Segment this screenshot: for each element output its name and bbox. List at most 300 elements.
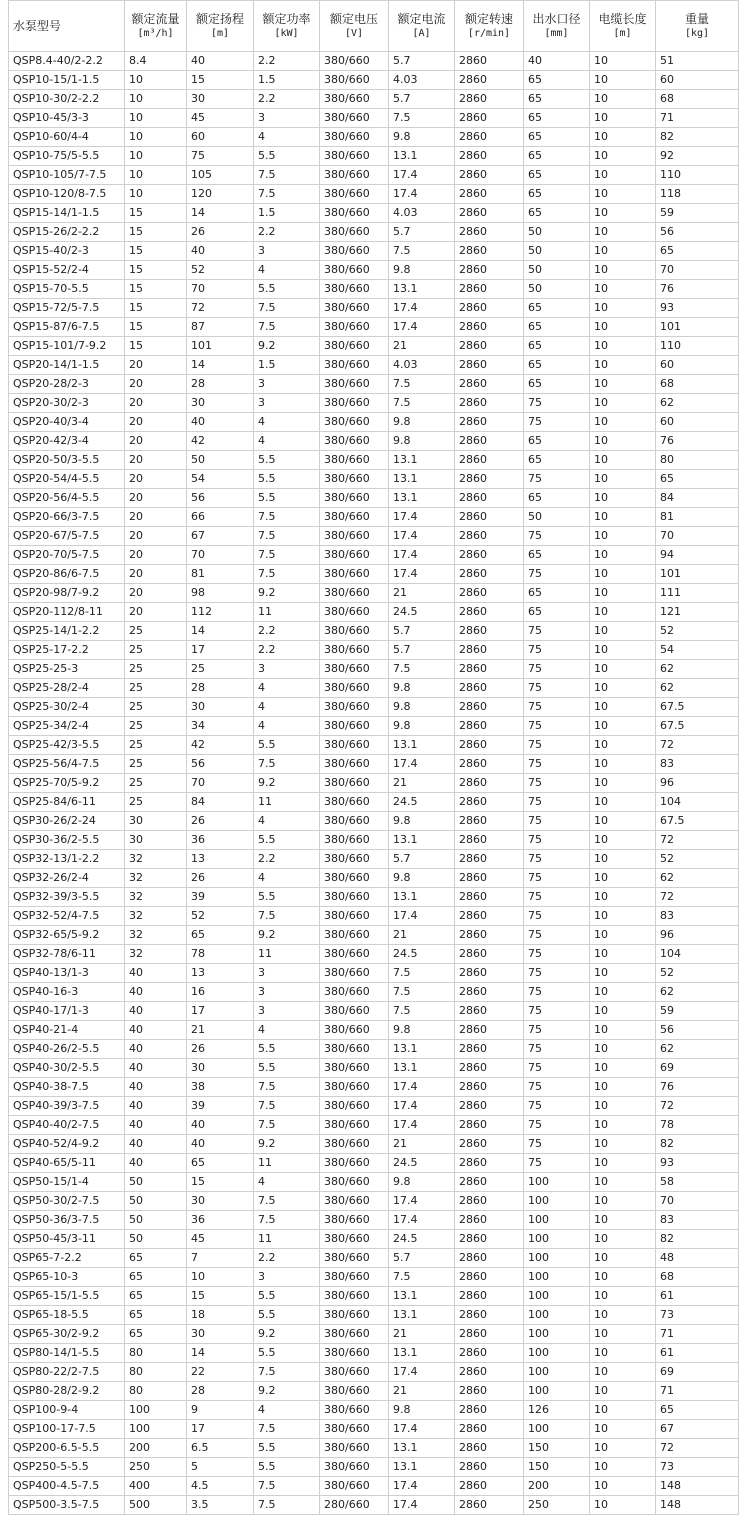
cell-outlet: 50 — [524, 280, 590, 299]
cell-power: 9.2 — [254, 774, 320, 793]
cell-cable: 10 — [590, 90, 656, 109]
cell-speed: 2860 — [455, 1154, 524, 1173]
cell-weight: 62 — [656, 394, 739, 413]
table-row — [9, 1439, 739, 1458]
cell-voltage: 380/660 — [320, 318, 389, 337]
cell-head: 78 — [187, 945, 254, 964]
cell-outlet: 65 — [524, 603, 590, 622]
cell-power: 7.5 — [254, 1116, 320, 1135]
cell-head: 26 — [187, 812, 254, 831]
cell-cable: 10 — [590, 356, 656, 375]
cell-weight: 62 — [656, 983, 739, 1002]
cell-head: 28 — [187, 1382, 254, 1401]
cell-flow: 32 — [125, 869, 187, 888]
cell-power: 4 — [254, 812, 320, 831]
cell-power: 7.5 — [254, 1078, 320, 1097]
cell-outlet: 75 — [524, 907, 590, 926]
table-row — [9, 717, 739, 736]
cell-outlet: 50 — [524, 261, 590, 280]
header-unit: [mm] — [544, 27, 569, 39]
cell-current: 17.4 — [389, 1211, 455, 1230]
cell-cable: 10 — [590, 375, 656, 394]
cell-voltage: 380/660 — [320, 1287, 389, 1306]
cell-power: 5.5 — [254, 470, 320, 489]
cell-model: QSP50-15/1-4 — [9, 1173, 125, 1192]
cell-voltage: 380/660 — [320, 1040, 389, 1059]
cell-current: 17.4 — [389, 318, 455, 337]
cell-head: 14 — [187, 1344, 254, 1363]
cell-cable: 10 — [590, 318, 656, 337]
cell-flow: 100 — [125, 1401, 187, 1420]
cell-current: 9.8 — [389, 261, 455, 280]
cell-speed: 2860 — [455, 1382, 524, 1401]
cell-outlet: 100 — [524, 1249, 590, 1268]
cell-speed: 2860 — [455, 1078, 524, 1097]
cell-flow: 30 — [125, 812, 187, 831]
cell-voltage: 380/660 — [320, 128, 389, 147]
cell-head: 15 — [187, 1173, 254, 1192]
cell-voltage: 380/660 — [320, 223, 389, 242]
cell-power: 5.5 — [254, 736, 320, 755]
cell-model: QSP10-30/2-2.2 — [9, 90, 125, 109]
cell-speed: 2860 — [455, 1287, 524, 1306]
cell-head: 72 — [187, 299, 254, 318]
header-unit: [m³/h] — [137, 27, 174, 39]
cell-voltage: 380/660 — [320, 1325, 389, 1344]
cell-power: 7.5 — [254, 1363, 320, 1382]
cell-weight: 65 — [656, 1401, 739, 1420]
cell-head: 52 — [187, 907, 254, 926]
cell-head: 112 — [187, 603, 254, 622]
cell-flow: 40 — [125, 1078, 187, 1097]
table-row — [9, 356, 739, 375]
cell-head: 16 — [187, 983, 254, 1002]
cell-outlet: 50 — [524, 242, 590, 261]
cell-current: 17.4 — [389, 907, 455, 926]
cell-model: QSP20-28/2-3 — [9, 375, 125, 394]
cell-power: 7.5 — [254, 527, 320, 546]
cell-outlet: 75 — [524, 926, 590, 945]
cell-weight: 62 — [656, 869, 739, 888]
cell-head: 54 — [187, 470, 254, 489]
cell-head: 5 — [187, 1458, 254, 1477]
cell-outlet: 65 — [524, 71, 590, 90]
header-label: 额定转速 — [464, 11, 513, 26]
cell-power: 3 — [254, 1002, 320, 1021]
table-row — [9, 489, 739, 508]
cell-current: 7.5 — [389, 964, 455, 983]
cell-current: 21 — [389, 337, 455, 356]
header-voltage — [320, 1, 389, 52]
header-speed — [455, 1, 524, 52]
cell-cable: 10 — [590, 489, 656, 508]
cell-weight: 78 — [656, 1116, 739, 1135]
cell-cable: 10 — [590, 907, 656, 926]
header-unit: [m] — [210, 27, 230, 39]
cell-speed: 2860 — [455, 109, 524, 128]
cell-flow: 10 — [125, 90, 187, 109]
cell-voltage: 380/660 — [320, 831, 389, 850]
cell-speed: 2860 — [455, 147, 524, 166]
cell-cable: 10 — [590, 1002, 656, 1021]
cell-voltage: 380/660 — [320, 166, 389, 185]
cell-head: 3.5 — [187, 1496, 254, 1515]
cell-speed: 2860 — [455, 318, 524, 337]
cell-current: 21 — [389, 926, 455, 945]
cell-flow: 25 — [125, 717, 187, 736]
cell-current: 24.5 — [389, 1154, 455, 1173]
cell-current: 17.4 — [389, 508, 455, 527]
cell-cable: 10 — [590, 1078, 656, 1097]
cell-voltage: 380/660 — [320, 1439, 389, 1458]
cell-current: 17.4 — [389, 1116, 455, 1135]
cell-cable: 10 — [590, 242, 656, 261]
cell-power: 4 — [254, 869, 320, 888]
cell-voltage: 380/660 — [320, 622, 389, 641]
cell-weight: 51 — [656, 52, 739, 71]
cell-head: 18 — [187, 1306, 254, 1325]
cell-current: 9.8 — [389, 128, 455, 147]
header-unit: [V] — [344, 27, 364, 39]
cell-voltage: 380/660 — [320, 1059, 389, 1078]
cell-current: 13.1 — [389, 888, 455, 907]
cell-current: 13.1 — [389, 147, 455, 166]
table-row — [9, 964, 739, 983]
cell-weight: 54 — [656, 641, 739, 660]
cell-weight: 110 — [656, 166, 739, 185]
cell-speed: 2860 — [455, 375, 524, 394]
cell-flow: 10 — [125, 147, 187, 166]
cell-model: QSP32-65/5-9.2 — [9, 926, 125, 945]
cell-cable: 10 — [590, 774, 656, 793]
cell-current: 9.8 — [389, 432, 455, 451]
table-row — [9, 1230, 739, 1249]
cell-weight: 110 — [656, 337, 739, 356]
cell-voltage: 380/660 — [320, 774, 389, 793]
cell-flow: 20 — [125, 546, 187, 565]
cell-voltage: 380/660 — [320, 1097, 389, 1116]
cell-current: 7.5 — [389, 1268, 455, 1287]
table-row — [9, 1268, 739, 1287]
table-row — [9, 1173, 739, 1192]
cell-weight: 82 — [656, 1230, 739, 1249]
cell-outlet: 75 — [524, 394, 590, 413]
cell-voltage: 380/660 — [320, 413, 389, 432]
cell-speed: 2860 — [455, 660, 524, 679]
cell-outlet: 75 — [524, 565, 590, 584]
cell-speed: 2860 — [455, 755, 524, 774]
cell-flow: 20 — [125, 527, 187, 546]
cell-outlet: 65 — [524, 546, 590, 565]
cell-cable: 10 — [590, 755, 656, 774]
cell-speed: 2860 — [455, 888, 524, 907]
table-row — [9, 698, 739, 717]
header-unit: [A] — [412, 27, 431, 39]
cell-outlet: 65 — [524, 204, 590, 223]
cell-model: QSP400-4.5-7.5 — [9, 1477, 125, 1496]
cell-voltage: 380/660 — [320, 1401, 389, 1420]
cell-head: 6.5 — [187, 1439, 254, 1458]
cell-flow: 65 — [125, 1287, 187, 1306]
table-row — [9, 470, 739, 489]
cell-weight: 70 — [656, 1192, 739, 1211]
table-row — [9, 1211, 739, 1230]
table-row — [9, 375, 739, 394]
cell-power: 4 — [254, 128, 320, 147]
cell-flow: 20 — [125, 603, 187, 622]
cell-voltage: 380/660 — [320, 451, 389, 470]
cell-head: 105 — [187, 166, 254, 185]
cell-weight: 61 — [656, 1344, 739, 1363]
cell-model: QSP40-16-3 — [9, 983, 125, 1002]
cell-voltage: 380/660 — [320, 1382, 389, 1401]
cell-current: 7.5 — [389, 660, 455, 679]
header-flow — [125, 1, 187, 52]
cell-flow: 20 — [125, 508, 187, 527]
cell-head: 87 — [187, 318, 254, 337]
cell-model: QSP25-70/5-9.2 — [9, 774, 125, 793]
cell-weight: 52 — [656, 850, 739, 869]
cell-model: QSP10-15/1-1.5 — [9, 71, 125, 90]
cell-weight: 59 — [656, 1002, 739, 1021]
cell-weight: 96 — [656, 926, 739, 945]
cell-flow: 20 — [125, 432, 187, 451]
cell-model: QSP50-36/3-7.5 — [9, 1211, 125, 1230]
cell-outlet: 75 — [524, 793, 590, 812]
cell-speed: 2860 — [455, 1306, 524, 1325]
cell-weight: 68 — [656, 375, 739, 394]
cell-power: 4 — [254, 432, 320, 451]
cell-flow: 10 — [125, 185, 187, 204]
cell-outlet: 150 — [524, 1439, 590, 1458]
cell-power: 3 — [254, 964, 320, 983]
cell-model: QSP25-30/2-4 — [9, 698, 125, 717]
cell-head: 45 — [187, 1230, 254, 1249]
cell-speed: 2860 — [455, 926, 524, 945]
cell-head: 30 — [187, 394, 254, 413]
cell-current: 7.5 — [389, 375, 455, 394]
cell-current: 21 — [389, 774, 455, 793]
cell-current: 17.4 — [389, 755, 455, 774]
cell-outlet: 75 — [524, 850, 590, 869]
cell-head: 42 — [187, 736, 254, 755]
cell-speed: 2860 — [455, 603, 524, 622]
cell-cable: 10 — [590, 1192, 656, 1211]
cell-weight: 67.5 — [656, 812, 739, 831]
cell-speed: 2860 — [455, 71, 524, 90]
cell-outlet: 75 — [524, 1078, 590, 1097]
cell-head: 34 — [187, 717, 254, 736]
cell-speed: 2860 — [455, 983, 524, 1002]
cell-flow: 15 — [125, 242, 187, 261]
cell-cable: 10 — [590, 983, 656, 1002]
cell-model: QSP65-18-5.5 — [9, 1306, 125, 1325]
cell-power: 9.2 — [254, 1325, 320, 1344]
cell-voltage: 380/660 — [320, 1249, 389, 1268]
cell-flow: 20 — [125, 451, 187, 470]
cell-cable: 10 — [590, 698, 656, 717]
cell-head: 39 — [187, 888, 254, 907]
cell-speed: 2860 — [455, 299, 524, 318]
cell-voltage: 380/660 — [320, 907, 389, 926]
cell-outlet: 65 — [524, 356, 590, 375]
table-row — [9, 223, 739, 242]
cell-speed: 2860 — [455, 280, 524, 299]
table-row — [9, 90, 739, 109]
cell-weight: 68 — [656, 1268, 739, 1287]
cell-cable: 10 — [590, 166, 656, 185]
cell-flow: 50 — [125, 1173, 187, 1192]
cell-current: 17.4 — [389, 299, 455, 318]
cell-flow: 10 — [125, 128, 187, 147]
cell-outlet: 75 — [524, 622, 590, 641]
cell-model: QSP65-30/2-9.2 — [9, 1325, 125, 1344]
cell-speed: 2860 — [455, 565, 524, 584]
cell-speed: 2860 — [455, 1401, 524, 1420]
cell-speed: 2860 — [455, 1268, 524, 1287]
cell-cable: 10 — [590, 470, 656, 489]
cell-cable: 10 — [590, 831, 656, 850]
cell-cable: 10 — [590, 1135, 656, 1154]
cell-model: QSP40-13/1-3 — [9, 964, 125, 983]
cell-flow: 65 — [125, 1325, 187, 1344]
cell-flow: 15 — [125, 280, 187, 299]
cell-flow: 20 — [125, 489, 187, 508]
cell-voltage: 380/660 — [320, 280, 389, 299]
cell-voltage: 380/660 — [320, 717, 389, 736]
header-label: 水泵型号 — [13, 18, 62, 33]
cell-cable: 10 — [590, 1021, 656, 1040]
table-row — [9, 1458, 739, 1477]
cell-weight: 62 — [656, 679, 739, 698]
cell-current: 9.8 — [389, 1173, 455, 1192]
cell-current: 13.1 — [389, 1439, 455, 1458]
cell-power: 2.2 — [254, 850, 320, 869]
header-head — [187, 1, 254, 52]
cell-cable: 10 — [590, 1306, 656, 1325]
cell-weight: 93 — [656, 299, 739, 318]
cell-outlet: 75 — [524, 1097, 590, 1116]
cell-speed: 2860 — [455, 945, 524, 964]
cell-voltage: 380/660 — [320, 755, 389, 774]
header-weight — [656, 1, 739, 52]
cell-head: 67 — [187, 527, 254, 546]
cell-speed: 2860 — [455, 850, 524, 869]
cell-power: 5.5 — [254, 888, 320, 907]
cell-model: QSP20-70/5-7.5 — [9, 546, 125, 565]
cell-power: 9.2 — [254, 584, 320, 603]
table-row — [9, 926, 739, 945]
header-label: 额定扬程 — [195, 11, 244, 26]
cell-power: 4 — [254, 679, 320, 698]
cell-head: 30 — [187, 1059, 254, 1078]
cell-model: QSP200-6.5-5.5 — [9, 1439, 125, 1458]
cell-head: 26 — [187, 1040, 254, 1059]
cell-power: 11 — [254, 603, 320, 622]
cell-flow: 10 — [125, 109, 187, 128]
cell-weight: 60 — [656, 356, 739, 375]
table-row — [9, 622, 739, 641]
cell-model: QSP15-14/1-1.5 — [9, 204, 125, 223]
cell-voltage: 380/660 — [320, 793, 389, 812]
cell-voltage: 380/660 — [320, 565, 389, 584]
cell-weight: 73 — [656, 1458, 739, 1477]
cell-model: QSP25-14/1-2.2 — [9, 622, 125, 641]
cell-model: QSP65-10-3 — [9, 1268, 125, 1287]
table-row — [9, 1401, 739, 1420]
cell-weight: 80 — [656, 451, 739, 470]
cell-head: 15 — [187, 1287, 254, 1306]
cell-weight: 81 — [656, 508, 739, 527]
table-row — [9, 1154, 739, 1173]
cell-head: 28 — [187, 679, 254, 698]
cell-head: 60 — [187, 128, 254, 147]
cell-current: 9.8 — [389, 717, 455, 736]
cell-power: 7.5 — [254, 318, 320, 337]
cell-outlet: 75 — [524, 641, 590, 660]
cell-current: 13.1 — [389, 1287, 455, 1306]
cell-flow: 50 — [125, 1230, 187, 1249]
cell-model: QSP32-52/4-7.5 — [9, 907, 125, 926]
cell-power: 2.2 — [254, 90, 320, 109]
cell-head: 4.5 — [187, 1477, 254, 1496]
cell-power: 3 — [254, 394, 320, 413]
cell-weight: 61 — [656, 1287, 739, 1306]
cell-current: 5.7 — [389, 90, 455, 109]
cell-flow: 20 — [125, 565, 187, 584]
cell-outlet: 75 — [524, 527, 590, 546]
cell-power: 3 — [254, 375, 320, 394]
cell-head: 75 — [187, 147, 254, 166]
cell-voltage: 380/660 — [320, 1173, 389, 1192]
cell-cable: 10 — [590, 1287, 656, 1306]
cell-flow: 40 — [125, 1116, 187, 1135]
cell-model: QSP500-3.5-7.5 — [9, 1496, 125, 1515]
cell-model: QSP80-14/1-5.5 — [9, 1344, 125, 1363]
cell-cable: 10 — [590, 394, 656, 413]
cell-outlet: 65 — [524, 451, 590, 470]
table-row — [9, 1344, 739, 1363]
cell-speed: 2860 — [455, 1420, 524, 1439]
cell-head: 40 — [187, 1135, 254, 1154]
cell-cable: 10 — [590, 109, 656, 128]
header-label: 额定流量 — [131, 11, 180, 26]
cell-speed: 2860 — [455, 413, 524, 432]
cell-flow: 32 — [125, 926, 187, 945]
cell-flow: 65 — [125, 1268, 187, 1287]
cell-voltage: 380/660 — [320, 603, 389, 622]
cell-current: 17.4 — [389, 1496, 455, 1515]
cell-cable: 10 — [590, 622, 656, 641]
cell-voltage: 380/660 — [320, 508, 389, 527]
cell-power: 7.5 — [254, 1097, 320, 1116]
cell-flow: 25 — [125, 736, 187, 755]
cell-speed: 2860 — [455, 90, 524, 109]
cell-current: 5.7 — [389, 1249, 455, 1268]
cell-speed: 2860 — [455, 261, 524, 280]
cell-model: QSP25-25-3 — [9, 660, 125, 679]
cell-flow: 15 — [125, 204, 187, 223]
cell-model: QSP40-65/5-11 — [9, 1154, 125, 1173]
cell-weight: 62 — [656, 1040, 739, 1059]
cell-cable: 10 — [590, 679, 656, 698]
cell-current: 9.8 — [389, 812, 455, 831]
cell-cable: 10 — [590, 584, 656, 603]
cell-weight: 104 — [656, 793, 739, 812]
cell-power: 5.5 — [254, 1040, 320, 1059]
cell-weight: 83 — [656, 907, 739, 926]
header-unit: [kg] — [684, 27, 710, 39]
